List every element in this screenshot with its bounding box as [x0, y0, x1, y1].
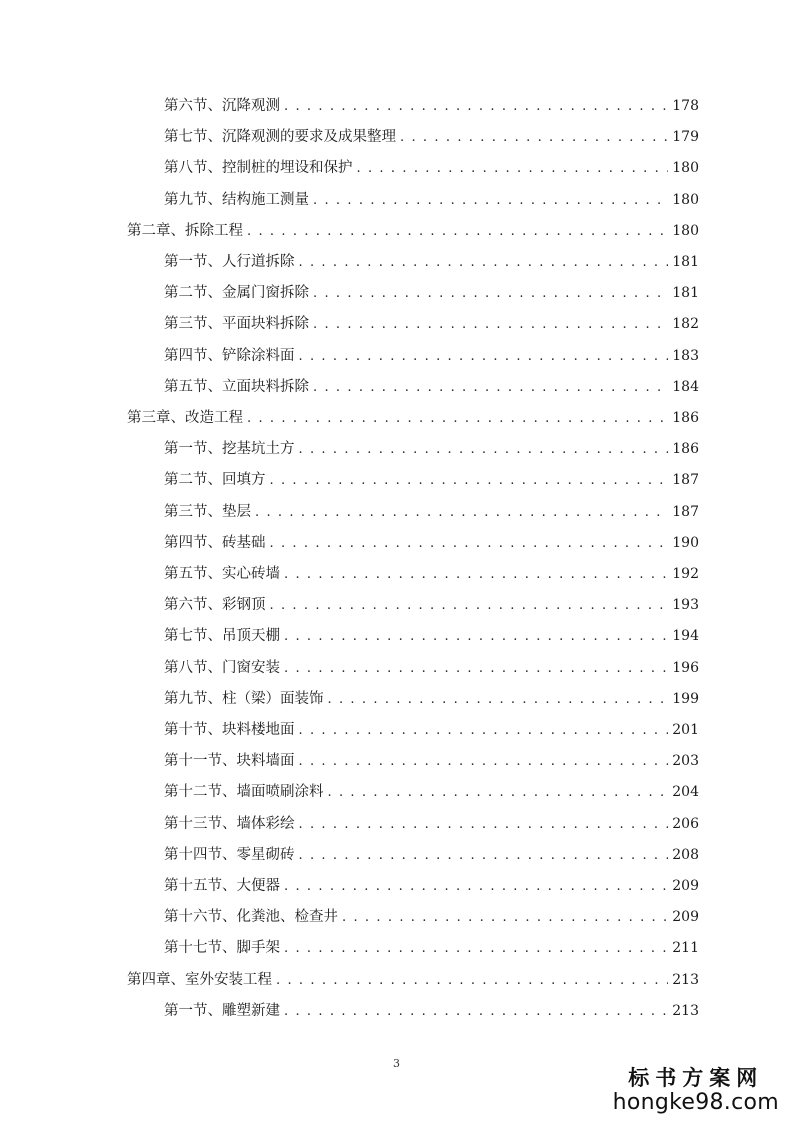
- toc-leader-dots: [299, 719, 669, 742]
- toc-entry-page: 181: [672, 285, 699, 302]
- toc-section-entry[interactable]: [164, 312, 699, 336]
- toc-section-entry[interactable]: [164, 812, 699, 836]
- toc-entry-label: 第一节、雕塑新建: [164, 1002, 280, 1019]
- toc-leader-dots: [284, 1000, 668, 1023]
- toc-entry-page: 180: [672, 160, 699, 177]
- toc-chapter-entry[interactable]: [127, 406, 699, 430]
- toc-entry-label: 第六节、沉降观测: [164, 98, 280, 114]
- toc-entry-label: 第六节、彩钢顶: [164, 597, 266, 614]
- toc-section-entry[interactable]: [164, 843, 699, 867]
- toc-entry-page: 196: [672, 659, 699, 676]
- toc-entry-label: 第四节、砖基础: [164, 534, 266, 551]
- toc-leader-dots: [299, 251, 669, 274]
- toc-entry-label: 第九节、结构施工测量: [164, 191, 309, 208]
- toc-entry-label: 第九节、柱（梁）面装饰: [164, 690, 324, 707]
- toc-entry-page: 183: [672, 347, 699, 364]
- toc-section-entry[interactable]: [164, 437, 699, 461]
- toc-leader-dots: [299, 844, 669, 867]
- toc-leader-dots: [313, 313, 668, 336]
- toc-section-entry[interactable]: [164, 531, 699, 555]
- toc-entry-label: 第三节、垫层: [164, 503, 251, 520]
- toc-section-entry[interactable]: [164, 936, 699, 960]
- toc-entry-label: 第十一节、块料墙面: [164, 753, 295, 770]
- toc-entry-label: 第五节、实心砖墙: [164, 566, 280, 582]
- toc-entry-label: 第四节、铲除涂料面: [164, 347, 295, 364]
- toc-entry-page: 213: [672, 1002, 699, 1019]
- toc-entry-label: 第五节、立面块料拆除: [164, 378, 309, 395]
- toc-section-entry[interactable]: [164, 468, 699, 492]
- toc-entry-page: 187: [672, 503, 699, 520]
- toc-leader-dots: [328, 688, 669, 711]
- toc-section-entry[interactable]: [164, 780, 699, 804]
- toc-leader-dots: [299, 345, 669, 368]
- toc-entry-label: 第四章、室外安装工程: [127, 971, 272, 988]
- toc-leader-dots: [299, 750, 669, 773]
- toc-leader-dots: [284, 875, 668, 898]
- toc-entry-page: 179: [672, 129, 699, 146]
- toc-entry-page: 203: [672, 753, 699, 770]
- toc-entry-label: 第二节、金属门窗拆除: [164, 285, 309, 302]
- toc-section-entry[interactable]: [164, 156, 699, 180]
- toc-section-entry[interactable]: [164, 593, 699, 617]
- toc-entry-label: 第十二节、墙面喷刷涂料: [164, 784, 324, 801]
- toc-leader-dots: [284, 625, 668, 648]
- toc-leader-dots: [299, 813, 669, 836]
- toc-entry-label: 第十节、块料楼地面: [164, 722, 295, 738]
- toc-section-entry[interactable]: [164, 687, 699, 711]
- toc-entry-page: 182: [672, 316, 699, 333]
- toc-entry-label: 第七节、吊顶天棚: [164, 628, 280, 645]
- toc-entry-page: 192: [672, 566, 699, 582]
- toc-section-entry[interactable]: [164, 656, 699, 680]
- toc-entry-page: 209: [672, 909, 699, 926]
- watermark-logo: [613, 1067, 779, 1114]
- toc-section-entry[interactable]: [164, 718, 699, 742]
- toc-leader-dots: [276, 969, 668, 992]
- toc-entry-label: 第十三节、墙体彩绘: [164, 815, 295, 832]
- toc-entry-page: 187: [672, 472, 699, 489]
- toc-entry-page: 186: [672, 441, 699, 458]
- toc-entry-page: 193: [672, 597, 699, 614]
- toc-leader-dots: [270, 469, 669, 492]
- toc-section-entry[interactable]: [164, 500, 699, 524]
- toc-entry-page: 180: [672, 191, 699, 208]
- toc-section-entry[interactable]: [164, 999, 699, 1023]
- toc-section-entry[interactable]: [164, 344, 699, 368]
- toc-leader-dots: [255, 501, 668, 524]
- toc-leader-dots: [299, 438, 669, 461]
- toc-entry-page: 180: [672, 222, 699, 239]
- toc-section-entry[interactable]: [164, 905, 699, 929]
- toc-section-entry[interactable]: [164, 562, 699, 586]
- toc-leader-dots: [247, 407, 668, 430]
- toc-leader-dots: [313, 282, 668, 305]
- toc-entry-page: 208: [672, 846, 699, 863]
- toc-entry-label: 第二章、拆除工程: [127, 222, 243, 239]
- toc-entry-page: 199: [672, 690, 699, 707]
- toc-entry-label: 第八节、门窗安装: [164, 659, 280, 676]
- toc-section-entry[interactable]: [164, 250, 699, 274]
- toc-entry-page: 181: [672, 254, 699, 270]
- toc-entry-page: 201: [672, 722, 699, 738]
- toc-leader-dots: [270, 594, 669, 617]
- watermark-url: hongke98.com: [612, 1090, 779, 1115]
- toc-section-entry[interactable]: [164, 375, 699, 399]
- toc-entry-label: 第一节、挖基坑土方: [164, 441, 295, 458]
- toc-section-entry[interactable]: [164, 94, 699, 118]
- toc-section-entry[interactable]: [164, 125, 699, 149]
- toc-entry-page: 206: [672, 815, 699, 832]
- toc-leader-dots: [284, 563, 668, 586]
- watermark-title: 标书方案网: [628, 1065, 764, 1090]
- toc-entry-label: 第七节、沉降观测的要求及成果整理: [164, 129, 396, 146]
- toc-entry-label: 第三节、平面块料拆除: [164, 316, 309, 333]
- toc-entry-page: 190: [672, 534, 699, 551]
- toc-entry-label: 第八节、控制桩的埋设和保护: [164, 160, 353, 177]
- toc-leader-dots: [284, 95, 668, 118]
- toc-leader-dots: [342, 906, 668, 929]
- toc-entry-label: 第十四节、零星砌砖: [164, 846, 295, 863]
- toc-leader-dots: [284, 657, 668, 680]
- toc-chapter-entry[interactable]: [127, 219, 699, 243]
- toc-leader-dots: [247, 220, 668, 243]
- toc-entry-page: 178: [672, 98, 699, 114]
- toc-leader-dots: [313, 189, 668, 212]
- page-number: 3: [393, 1057, 400, 1070]
- toc-entry-page: 186: [672, 410, 699, 426]
- toc-leader-dots: [400, 126, 668, 149]
- toc-section-entry[interactable]: [164, 749, 699, 773]
- toc-entry-label: 第一节、人行道拆除: [164, 254, 295, 270]
- toc-leader-dots: [328, 781, 669, 804]
- toc-leader-dots: [284, 937, 668, 960]
- toc-entry-page: 209: [672, 878, 699, 894]
- toc-entry-page: 204: [672, 784, 699, 801]
- toc-entry-label: 第十七节、脚手架: [164, 940, 280, 957]
- toc-leader-dots: [270, 532, 669, 555]
- toc-section-entry[interactable]: [164, 188, 699, 212]
- toc-chapter-entry[interactable]: [127, 968, 699, 992]
- toc-entry-page: 213: [672, 971, 699, 988]
- toc-section-entry[interactable]: [164, 281, 699, 305]
- toc-entry-label: 第十六节、化粪池、检查井: [164, 909, 338, 926]
- toc-entry-page: 194: [672, 628, 699, 645]
- toc-section-entry[interactable]: [164, 624, 699, 648]
- toc-entry-label: 第二节、回填方: [164, 472, 266, 489]
- toc-leader-dots: [357, 157, 669, 180]
- toc-entry-label: 第三章、改造工程: [127, 410, 243, 426]
- toc-leader-dots: [313, 376, 668, 399]
- toc-section-entry[interactable]: [164, 874, 699, 898]
- toc-entry-page: 211: [672, 940, 699, 957]
- toc-entry-label: 第十五节、大便器: [164, 878, 280, 894]
- toc-entry-page: 184: [672, 378, 699, 395]
